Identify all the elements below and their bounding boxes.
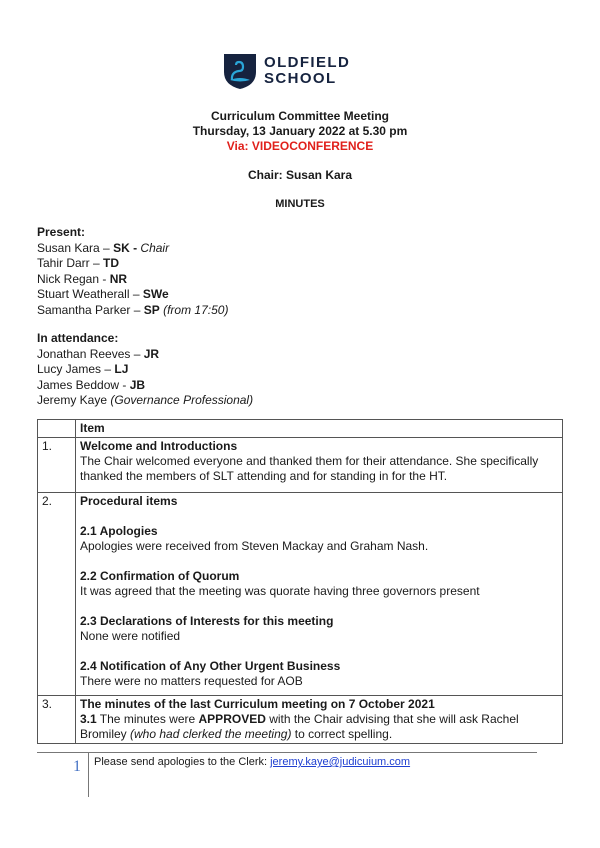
item-title: Procedural items bbox=[80, 494, 178, 508]
present-heading: Present: bbox=[37, 225, 86, 239]
subitem-heading: 2.2 Confirmation of Quorum bbox=[80, 569, 240, 583]
list-item: Nick Regan - NR bbox=[37, 271, 128, 286]
list-item: Stuart Weatherall – SWe bbox=[37, 287, 169, 301]
meeting-header bbox=[0, 109, 600, 154]
school-logo bbox=[222, 52, 350, 90]
list-item: James Beddow - JB bbox=[37, 377, 146, 392]
subitem-text: None were notified bbox=[80, 629, 181, 643]
subitem-heading: 2.1 Apologies bbox=[80, 524, 158, 538]
subitem-text: There were no matters requested for AOB bbox=[80, 674, 303, 688]
attendance-heading: In attendance: bbox=[37, 331, 119, 345]
table-header-item: Item bbox=[76, 420, 563, 438]
meeting-date: Thursday, 13 January 2022 at 5.30 pm bbox=[192, 124, 408, 138]
list-item: Susan Kara – SK - Chair bbox=[37, 240, 170, 255]
table-row bbox=[38, 696, 563, 744]
chair-line: Chair: Susan Kara bbox=[247, 168, 353, 182]
item-number: 1. bbox=[38, 438, 76, 493]
meeting-via: Via: VIDEOCONFERENCE bbox=[226, 139, 374, 153]
list-item: Tahir Darr – TD bbox=[37, 256, 120, 270]
logo-line-1: OLDFIELD bbox=[264, 54, 351, 71]
subitem-text: It was agreed that the meeting was quorate having three governors present bbox=[80, 584, 480, 598]
attendance-section bbox=[37, 331, 253, 409]
item-text: 3.1 The minutes were APPROVED with the Chair advising that she will ask Rachel Bromiley (who had clerked the meeting) to correct spelling. bbox=[80, 712, 519, 741]
page-number: 1 bbox=[73, 758, 81, 775]
swan-shield-icon bbox=[222, 52, 258, 90]
meeting-title: Curriculum Committee Meeting bbox=[210, 109, 390, 123]
item-text: The Chair welcomed everyone and thanked them for their attendance. She specifically thanked the members of SLT attending and for standing in for the HT. bbox=[80, 454, 539, 483]
list-item: Jeremy Kaye (Governance Professional) bbox=[37, 393, 254, 407]
item-number: 3. bbox=[38, 696, 76, 744]
subitem-heading: 2.3 Declarations of Interests for this meeting bbox=[80, 614, 334, 628]
logo-line-2: SCHOOL bbox=[264, 70, 337, 87]
list-item: Samantha Parker – SP (from 17:50) bbox=[37, 302, 229, 317]
subitem-heading: 2.4 Notification of Any Other Urgent Business bbox=[80, 659, 341, 673]
table-row bbox=[38, 438, 563, 493]
subitem-text: Apologies were received from Steven Mackay and Graham Nash. bbox=[80, 539, 429, 553]
table-row bbox=[38, 493, 563, 696]
item-title: Welcome and Introductions bbox=[80, 439, 238, 453]
page-footer bbox=[37, 752, 537, 775]
item-number: 2. bbox=[38, 493, 76, 696]
minutes-table bbox=[37, 419, 563, 744]
list-item: Lucy James – LJ bbox=[37, 362, 129, 376]
clerk-email-link[interactable]: jeremy.kaye@judicuium.com bbox=[270, 756, 411, 768]
present-section bbox=[37, 225, 228, 318]
item-title: The minutes of the last Curriculum meeting on 7 October 2021 bbox=[80, 697, 435, 711]
list-item: Jonathan Reeves – JR bbox=[37, 346, 160, 361]
footer-text: Please send apologies to the Clerk: jeremy.kaye@judicuium.com bbox=[94, 756, 411, 768]
table-header-row bbox=[38, 420, 563, 438]
minutes-heading: MINUTES bbox=[275, 198, 325, 210]
